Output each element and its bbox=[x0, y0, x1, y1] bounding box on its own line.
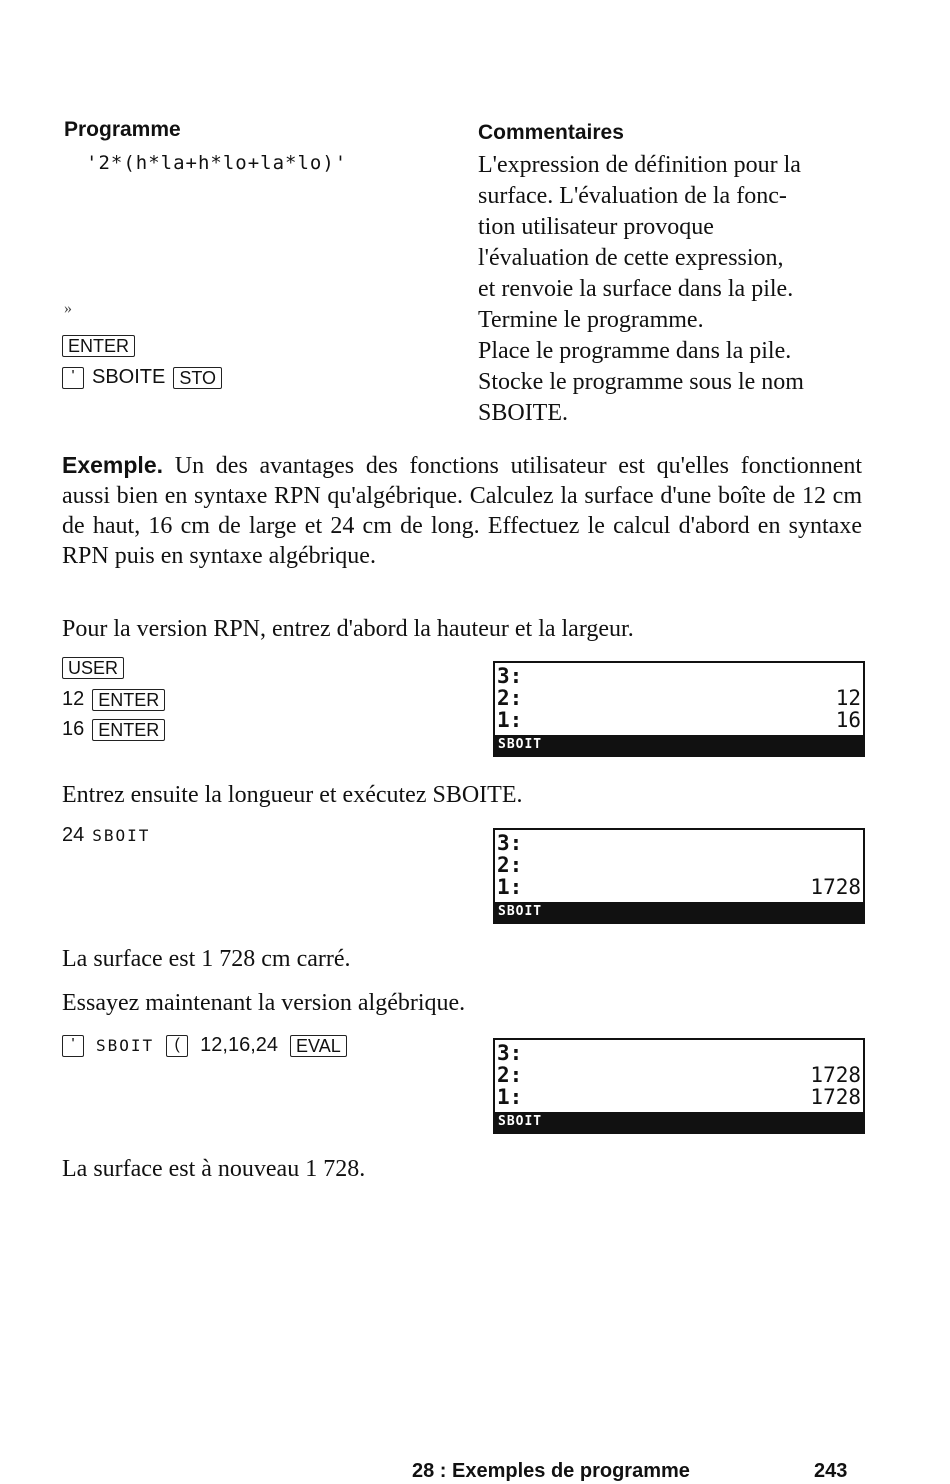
comment-line: surface. L'évaluation de la fonc- bbox=[478, 183, 787, 209]
program-column-header: Programme bbox=[64, 118, 181, 141]
comments-column-header: Commentaires bbox=[478, 121, 624, 144]
menu-key-empty[interactable] bbox=[618, 735, 678, 755]
number-16: 16 bbox=[62, 718, 85, 740]
enter-key[interactable]: ENTER bbox=[92, 689, 165, 711]
parenthesis-key[interactable]: ( bbox=[166, 1035, 188, 1057]
menu-key-empty[interactable] bbox=[557, 902, 617, 922]
step2-text: Entrez ensuite la longueur et exécutez SBOITE. bbox=[62, 782, 523, 808]
menu-key-empty[interactable] bbox=[803, 735, 863, 755]
stack-level-2: 2: 12 bbox=[497, 686, 861, 710]
arguments: 12,16,24 bbox=[200, 1034, 279, 1056]
menu-key-empty[interactable] bbox=[803, 902, 863, 922]
stack-level-3: 3: bbox=[497, 831, 523, 855]
menu-key-empty[interactable] bbox=[618, 1112, 678, 1132]
enter-12-row bbox=[62, 688, 165, 711]
comments-block bbox=[478, 150, 868, 429]
menu-key-empty[interactable] bbox=[803, 1112, 863, 1132]
menu-key-empty[interactable] bbox=[742, 902, 802, 922]
program-name: SBOITE bbox=[92, 366, 166, 388]
enter-16-row bbox=[62, 718, 165, 741]
number-12: 12 bbox=[62, 688, 85, 710]
comment-line: L'expression de définition pour la bbox=[478, 152, 801, 178]
stack-level-1: 1: 1728 bbox=[497, 1085, 861, 1109]
stack-level-1: 1: 16 bbox=[497, 708, 861, 732]
calculator-screen-2 bbox=[493, 828, 865, 924]
menu-key-sboit[interactable]: SBOIT bbox=[495, 735, 555, 755]
page-number: 243 bbox=[814, 1460, 848, 1482]
sboit-menu-key[interactable]: SBOIT bbox=[96, 1036, 155, 1055]
stack-level-2: 2: bbox=[497, 853, 523, 877]
comment-line: Place le programme dans la pile. bbox=[478, 338, 792, 364]
step3-text: La surface est 1 728 cm carré. bbox=[62, 946, 351, 972]
program-close-delimiter: » bbox=[64, 300, 72, 317]
quote-key[interactable]: ' bbox=[62, 367, 84, 389]
menu-key-empty[interactable] bbox=[557, 735, 617, 755]
example-lead: Exemple. bbox=[62, 452, 163, 478]
menu-key-empty[interactable] bbox=[618, 902, 678, 922]
user-key-row bbox=[62, 657, 124, 679]
enter-key[interactable]: ENTER bbox=[62, 335, 135, 357]
eval-key[interactable]: EVAL bbox=[290, 1035, 347, 1057]
stack-level-2: 2: 1728 bbox=[497, 1063, 861, 1087]
calculator-screen-1 bbox=[493, 661, 865, 757]
step1-text: Pour la version RPN, entrez d'abord la hauteur et la largeur. bbox=[62, 616, 634, 642]
stack-level-3: 3: bbox=[497, 664, 523, 688]
comment-line: SBOITE. bbox=[478, 400, 568, 426]
stack-level-3: 3: bbox=[497, 1041, 523, 1065]
menu-key-empty[interactable] bbox=[680, 902, 740, 922]
comment-line: Stocke le programme sous le nom bbox=[478, 369, 804, 395]
quote-key[interactable]: ' bbox=[62, 1035, 84, 1057]
sboit-menu-key[interactable]: SBOIT bbox=[92, 826, 151, 845]
menu-key-empty[interactable] bbox=[557, 1112, 617, 1132]
example-text: Un des avantages des fonctions utilisateur est qu'elles fonctionnent aussi bien en syntaxe RPN qu'algébrique. Calculez la surface d'une boîte de 12 cm de haut, 16 cm de large et 24 cm de long. Effectuez le calcul d'abord en syntaxe RPN puis en syntaxe algébrique. bbox=[62, 453, 863, 569]
program-expression: '2*(h*la+h*lo+la*lo)' bbox=[86, 152, 348, 174]
menu-key-sboit[interactable]: SBOIT bbox=[495, 902, 555, 922]
menu-key-empty[interactable] bbox=[680, 735, 740, 755]
example-paragraph bbox=[62, 450, 862, 571]
enter-key[interactable]: ENTER bbox=[92, 719, 165, 741]
enter-key-row bbox=[62, 335, 135, 357]
menu-bar bbox=[495, 900, 863, 922]
user-key[interactable]: USER bbox=[62, 657, 124, 679]
comment-line: l'évaluation de cette expression, bbox=[478, 245, 784, 271]
menu-bar bbox=[495, 733, 863, 755]
calculator-screen-3 bbox=[493, 1038, 865, 1134]
number-24: 24 bbox=[62, 824, 85, 846]
sto-key[interactable]: STO bbox=[173, 367, 222, 389]
run-sboit-row bbox=[62, 824, 150, 847]
step4-text: Essayez maintenant la version algébrique. bbox=[62, 990, 466, 1016]
comment-line: et renvoie la surface dans la pile. bbox=[478, 276, 794, 302]
algebraic-entry-row bbox=[62, 1034, 347, 1057]
chapter-footer: 28 : Exemples de programme bbox=[412, 1460, 690, 1482]
menu-bar bbox=[495, 1110, 863, 1132]
menu-key-empty[interactable] bbox=[680, 1112, 740, 1132]
stack-level-1: 1: 1728 bbox=[497, 875, 861, 899]
menu-key-empty[interactable] bbox=[742, 1112, 802, 1132]
comment-line: tion utilisateur provoque bbox=[478, 214, 714, 240]
step5-text: La surface est à nouveau 1 728. bbox=[62, 1156, 366, 1182]
store-program-row bbox=[62, 366, 222, 389]
menu-key-sboit[interactable]: SBOIT bbox=[495, 1112, 555, 1132]
comment-line: Termine le programme. bbox=[478, 307, 704, 333]
menu-key-empty[interactable] bbox=[742, 735, 802, 755]
